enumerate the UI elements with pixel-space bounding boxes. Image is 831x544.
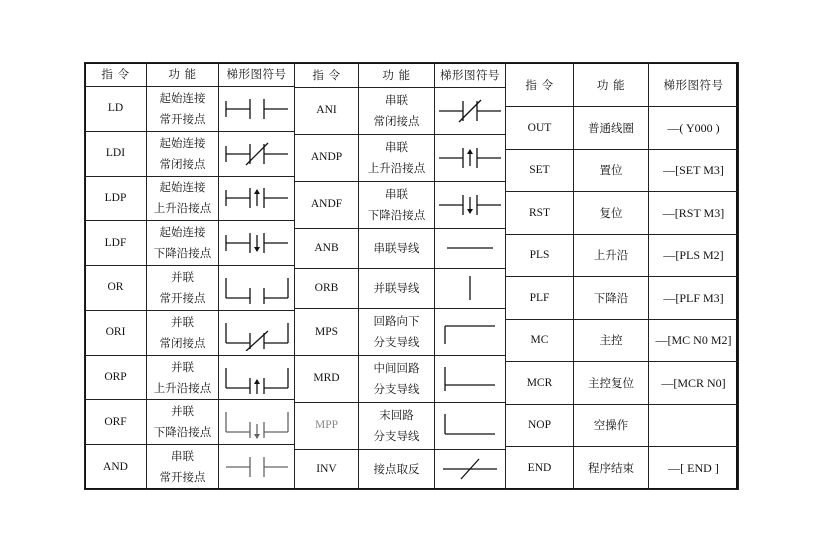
function-line-1: 并联导线 [373,280,420,295]
function-cell [359,449,435,489]
parallel-nc-icon [219,315,294,351]
function-line-2: 常开接点 [159,111,206,126]
header-function: 功 能 [147,63,219,87]
symbol-cell [649,404,739,447]
instruction-code: MCR [506,362,574,405]
symbol-cell [435,228,506,268]
symbol-cell [649,192,739,235]
function-line-1: 末回路 [379,407,414,422]
function-cell [147,266,219,311]
table-row [85,176,295,221]
table-row [506,319,739,362]
function-cell [147,310,219,355]
table-row [85,355,295,400]
instruction-code: MC [506,319,574,362]
symbol-cell [649,277,739,320]
instruction-code: ANDF [295,181,359,228]
parallel-wire-icon [435,270,505,306]
instruction-code: RST [506,192,574,235]
function-cell [147,176,219,221]
function-line-2: 下降沿接点 [153,246,212,261]
series-rising-icon [435,140,505,176]
table-row [506,149,739,192]
table-row [506,192,739,235]
table-row [85,400,295,445]
function-line-2: 常闭接点 [159,335,206,350]
coil-symbol: —[PLS M2] [663,248,724,263]
function-line-2: 上升沿接点 [153,380,212,395]
symbol-cell [435,134,506,181]
instruction-code: ORF [85,400,147,445]
coil-symbol: —[ END ] [668,460,719,475]
table-row [506,404,739,447]
branch-end-icon [435,408,505,444]
table-row [85,221,295,266]
symbol-cell [649,362,739,405]
function-line-1: 复位 [599,205,623,220]
function-line-2: 分支导线 [373,381,420,396]
function-cell [574,319,649,362]
branch-down-icon [435,314,505,350]
function-cell [147,131,219,176]
instruction-code: PLF [506,277,574,320]
table-row [506,447,739,490]
instruction-code: LDI [85,131,147,176]
series-no-icon [219,449,294,485]
function-cell [574,149,649,192]
function-line-1: 中间回路 [373,360,420,375]
table-row [85,131,295,176]
instruction-code: OUT [506,107,574,150]
function-line-2: 常开接点 [159,290,206,305]
function-line-1: 起始连接 [159,225,206,240]
parallel-falling-icon [219,404,294,440]
function-line-1: 主控 [599,333,623,348]
function-line-1: 普通线圈 [588,120,634,135]
symbol-cell [435,402,506,449]
header-instruction: 指 令 [506,63,574,107]
table-row [295,449,506,489]
symbol-cell [219,400,295,445]
panel-2 [294,62,505,490]
coil-symbol: —( Y000 ) [667,120,720,135]
instruction-code: ANB [295,228,359,268]
function-cell [147,445,219,490]
function-line-1: 置位 [599,163,623,178]
series-nc-icon [435,93,505,129]
symbol-cell [219,176,295,221]
header-row [506,63,739,107]
table-row [295,228,506,268]
instruction-code: SET [506,149,574,192]
header-instruction: 指 令 [85,63,147,87]
function-line-1: 并联 [171,359,194,374]
instruction-code: OR [85,266,147,311]
coil-symbol: —[PLF M3] [663,290,724,305]
function-line-1: 并联 [171,269,194,284]
symbol-cell [435,449,506,489]
table-row [85,310,295,355]
table-row [506,107,739,150]
series-falling-icon [435,187,505,223]
header-function: 功 能 [359,63,435,88]
function-line-1: 程序结束 [588,460,634,475]
symbol-cell [649,107,739,150]
symbol-cell [219,221,295,266]
function-line-1: 主控复位 [588,375,634,390]
function-line-1: 串联 [385,139,408,154]
function-line-2: 常闭接点 [373,113,420,128]
instruction-code: NOP [506,404,574,447]
function-line-2: 分支导线 [373,428,420,443]
no-contact-icon [219,91,294,127]
instruction-code: ORP [85,355,147,400]
table-row [506,234,739,277]
function-cell [359,134,435,181]
branch-mid-icon [435,361,505,397]
instruction-code: PLS [506,234,574,277]
parallel-rising-icon [219,360,294,396]
coil-symbol: —[RST M3] [662,205,725,220]
function-cell [574,234,649,277]
function-line-1: 串联 [385,92,408,107]
function-cell [147,221,219,266]
symbol-cell [219,266,295,311]
instruction-code: MRD [295,355,359,402]
symbol-cell [219,131,295,176]
falling-contact-icon [219,225,294,261]
table-row [85,266,295,311]
instruction-code: INV [295,449,359,489]
table-row [295,355,506,402]
instruction-code: ANI [295,88,359,135]
function-line-1: 串联 [385,186,408,201]
function-line-1: 并联 [171,314,194,329]
symbol-cell [219,355,295,400]
function-cell [147,400,219,445]
function-cell [574,192,649,235]
function-line-2: 分支导线 [373,335,420,350]
instruction-code: ORB [295,268,359,308]
function-line-1: 接点取反 [373,461,420,476]
invert-icon [435,451,505,487]
function-cell [359,355,435,402]
instruction-code: MPP [295,402,359,449]
function-line-1: 起始连接 [159,135,206,150]
symbol-cell [435,268,506,308]
symbol-cell [649,447,739,490]
symbol-cell [219,445,295,490]
function-cell [574,404,649,447]
function-line-1: 上升沿 [593,248,629,263]
header-instruction: 指 令 [295,63,359,88]
symbol-cell [649,319,739,362]
function-cell [359,181,435,228]
instruction-code: MPS [295,309,359,356]
parallel-no-icon [219,270,294,306]
coil-symbol: —[MC N0 M2] [655,333,732,348]
header-row [295,63,506,88]
instruction-table-1 [84,62,295,490]
function-cell [574,447,649,490]
series-wire-icon [435,230,505,266]
symbol-cell [219,86,295,131]
function-line-1: 起始连接 [159,90,206,105]
function-line-1: 串联 [171,449,194,464]
function-line-2: 上升沿接点 [153,201,212,216]
function-line-1: 下降沿 [593,290,629,305]
function-line-2: 上升沿接点 [367,160,426,175]
function-line-1: 串联导线 [373,240,420,255]
rising-contact-icon [219,180,294,216]
function-line-1: 回路向下 [373,314,420,329]
symbol-cell [219,310,295,355]
header-symbol: 梯形图符号 [435,63,506,88]
function-cell [147,86,219,131]
function-line-1: 空操作 [593,418,629,433]
header-function: 功 能 [574,63,649,107]
function-line-1: 并联 [171,404,194,419]
instruction-code: ORI [85,310,147,355]
function-cell [359,268,435,308]
instruction-code: LDP [85,176,147,221]
panel-1 [84,62,294,490]
table-row [85,445,295,490]
table-row [295,134,506,181]
nc-contact-icon [219,136,294,172]
function-line-1: 起始连接 [159,180,206,195]
panel-3 [505,62,738,490]
symbol-cell [649,234,739,277]
function-line-2: 下降沿接点 [367,207,426,222]
header-row [85,63,295,87]
function-cell [574,107,649,150]
instruction-code: LDF [85,221,147,266]
function-cell [574,362,649,405]
instruction-code: LD [85,86,147,131]
function-cell [359,402,435,449]
header-symbol: 梯形图符号 [219,63,295,87]
instruction-code: END [506,447,574,490]
function-line-2: 下降沿接点 [153,425,212,440]
function-line-2: 常开接点 [159,470,206,485]
function-line-2: 常闭接点 [159,156,206,171]
table-row [295,402,506,449]
symbol-cell [649,149,739,192]
instruction-table-3 [505,62,739,490]
symbol-cell [435,309,506,356]
symbol-cell [435,88,506,135]
table-row [506,277,739,320]
header-symbol: 梯形图符号 [649,63,739,107]
coil-symbol: —[SET M3] [663,163,724,178]
function-cell [147,355,219,400]
table-row [295,309,506,356]
coil-symbol: —[MCR N0] [661,375,726,390]
instruction-code: AND [85,445,147,490]
table-row [295,88,506,135]
function-cell [574,277,649,320]
table-row [295,268,506,308]
function-cell [359,88,435,135]
table-row [85,86,295,131]
symbol-cell [435,355,506,402]
instruction-code: ANDP [295,134,359,181]
table-row [506,362,739,405]
function-cell [359,228,435,268]
instruction-table-2 [294,62,506,490]
function-cell [359,309,435,356]
table-row [295,181,506,228]
symbol-cell [435,181,506,228]
